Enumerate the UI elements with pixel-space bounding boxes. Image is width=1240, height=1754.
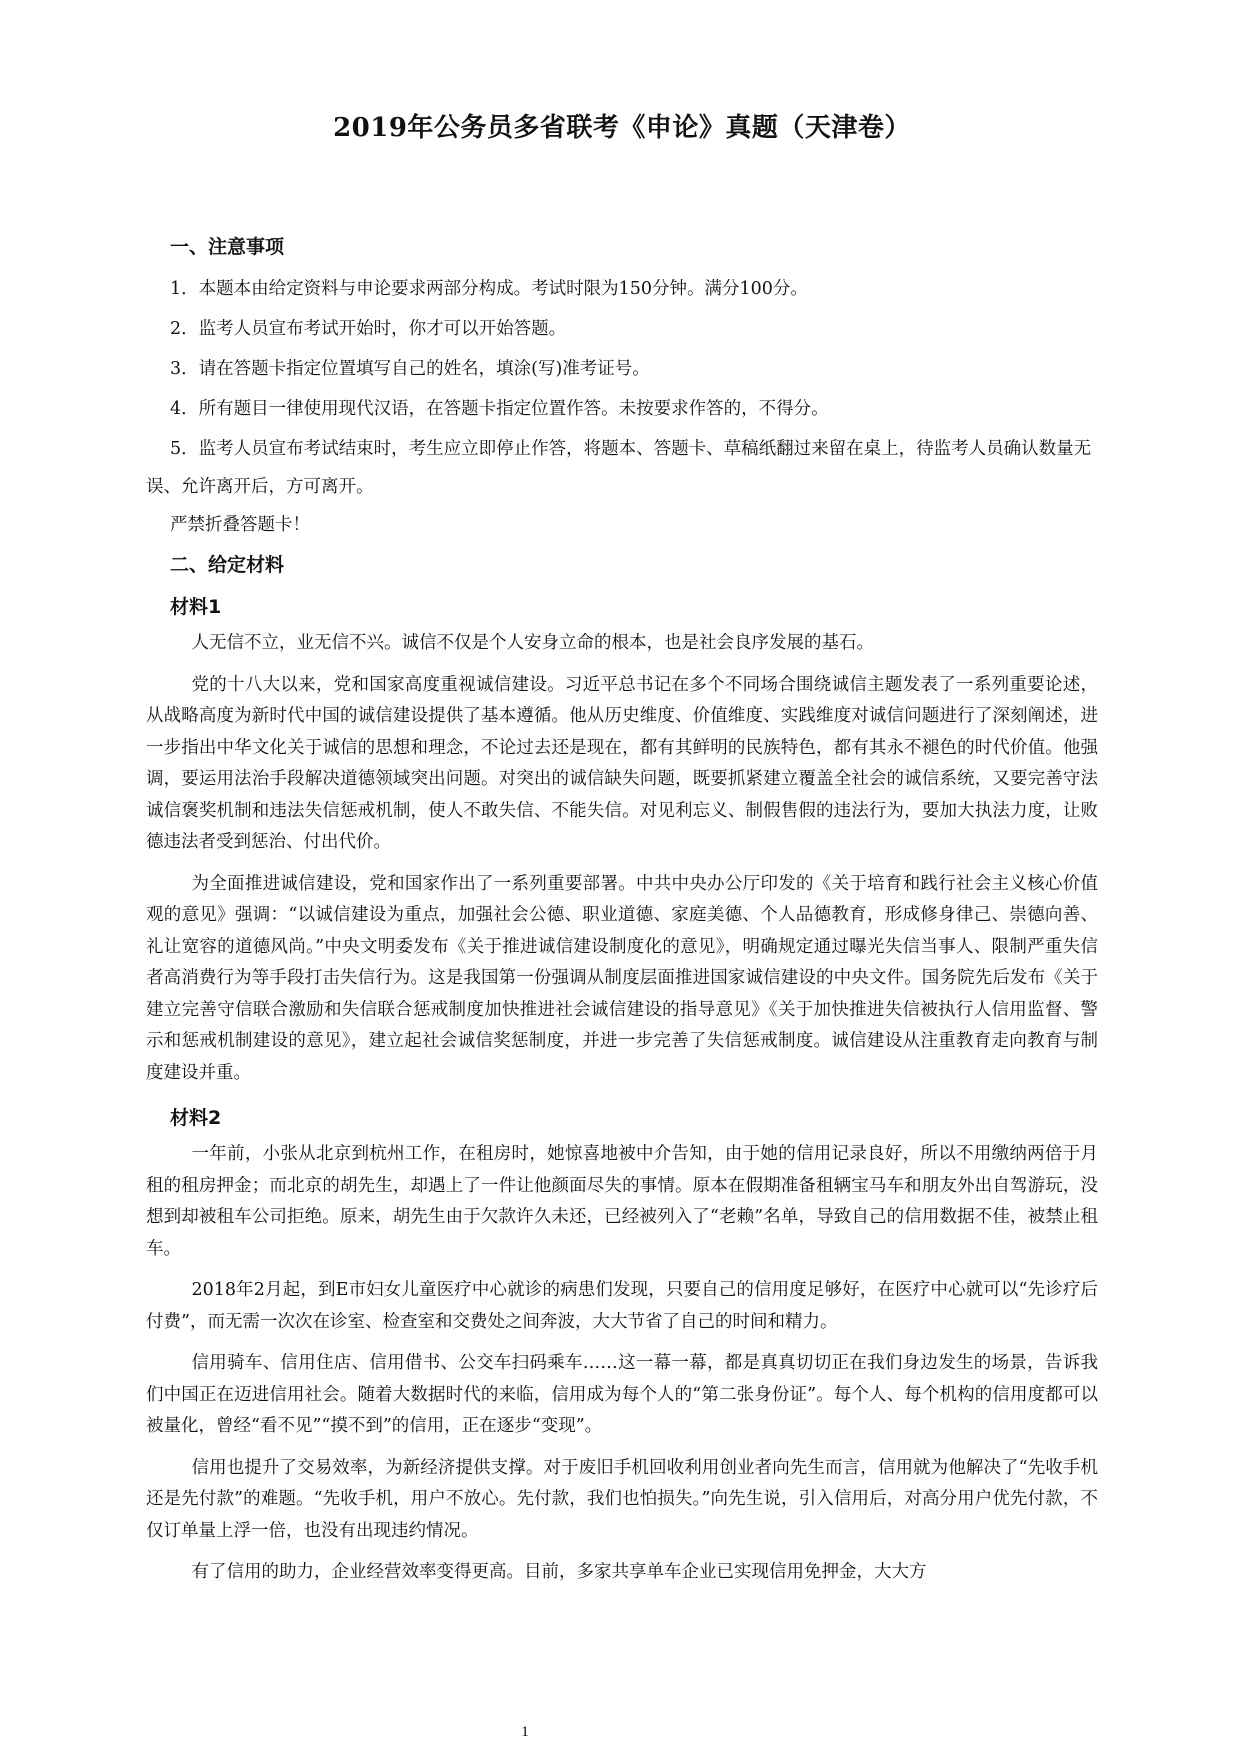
material-2	[146, 1099, 1098, 1589]
material-1-paragraph-2: 党的十八大以来，党和国家高度重视诚信建设。习近平总书记在多个不同场合围绕诚信主题发表了一系列重要论述，从战略高度为新时代中国的诚信建设提供了基本遵循。他从历史维度、价值维度、实践维度对诚信问题进行了深刻阐述，进一步指出中华文化关于诚信的思想和理念，不论过去还是现在，都有其鲜明的民族特色，都有其永不褪色的时代价值。他强调，要运用法治手段解决道德领域突出问题。对突出的诚信缺失问题，既要抓紧建立覆盖全社会的诚信系统，又要完善守法诚信褒奖机制和违法失信惩戒机制，使人不敢失信、不能失信。对见利忘义、制假售假的违法行为，要加大执法力度，让败德违法者受到惩治、付出代价。	[146, 674, 1098, 852]
notice-item-5: 5．监考人员宣布考试结束时，考生应立即停止作答，将题本、答题卡、草稿纸翻过来留在桌上，待监考人员确认数量无误、允许离开后，方可离开。	[146, 439, 1092, 497]
materials-heading: 二、给定材料	[170, 554, 285, 576]
material-1-title: 材料1	[170, 596, 222, 618]
material-1-paragraph-1: 人无信不立，业无信不兴。诚信不仅是个人安身立命的根本，也是社会良序发展的基石。	[191, 633, 874, 653]
notice-item-1: 1．本题本由给定资料与申论要求两部分构成。考试时限为150分钟。满分100分。	[170, 279, 808, 299]
notice-section	[146, 228, 1098, 544]
document-title: 2019年公务员多省联考《申论》真题（天津卷）	[333, 113, 911, 143]
materials-section	[146, 546, 1098, 1589]
material-2-title: 材料2	[170, 1107, 222, 1129]
title-spacer	[146, 156, 1098, 228]
material-2-paragraph-3: 信用骑车、信用住店、信用借书、公交车扫码乘车……这一幕一幕，都是真真切切正在我们身边发生的场景，告诉我们中国正在迈进信用社会。随着大数据时代的来临，信用成为每个人的“第二张身份证”。每个人、每个机构的信用度都可以被量化，曾经“看不见”“摸不到”的信用，正在逐步“变现”。	[146, 1353, 1098, 1436]
material-1-paragraph-3: 为全面推进诚信建设，党和国家作出了一系列重要部署。中共中央办公厅印发的《关于培育和践行社会主义核心价值观的意见》强调：“以诚信建设为重点，加强社会公德、职业道德、家庭美德、个人品德教育，形成修身律己、崇德向善、礼让宽容的道德风尚。”中央文明委发布《关于推进诚信建设制度化的意见》，明确规定通过曝光失信当事人、限制严重失信者高消费行为等手段打击失信行为。这是我国第一份强调从制度层面推进国家诚信建设的中央文件。国务院先后发布《关于建立完善守信联合激励和失信联合惩戒制度加快推进社会诚信建设的指导意见》《关于加快推进失信被执行人信用监督、警示和惩戒机制建设的意见》，建立起社会诚信奖惩制度，并进一步完善了失信惩戒制度。诚信建设从注重教育走向教育与制度建设并重。	[146, 873, 1098, 1083]
material-2-paragraph-1: 一年前，小张从北京到杭州工作，在租房时，她惊喜地被中介告知，由于她的信用记录良好，所以不用缴纳两倍于月租的租房押金；而北京的胡先生，却遇上了一件让他颜面尽失的事情。原本在假期准备租辆宝马车和朋友外出自驾游玩，没想到却被租车公司拒绝。原来，胡先生由于欠款许久未还，已经被列入了“老赖”名单，导致自己的信用数据不佳，被禁止租车。	[146, 1144, 1098, 1259]
material-1	[146, 588, 1098, 1089]
notice-item-4: 4．所有题目一律使用现代汉语，在答题卡指定位置作答。未按要求作答的，不得分。	[170, 399, 829, 419]
notice-item-3: 3．请在答题卡指定位置填写自己的姓名，填涂(写)准考证号。	[170, 359, 650, 379]
material-2-paragraph-5: 有了信用的助力，企业经营效率变得更高。目前，多家共享单车企业已实现信用免押金，大大方	[191, 1562, 927, 1582]
material-2-paragraph-2: 2018年2月起，到E市妇女儿童医疗中心就诊的病患们发现，只要自己的信用度足够好，在医疗中心就可以“先诊疗后付费”，而无需一次次在诊室、检查室和交费处之间奔波，大大节省了自己的时间和精力。	[146, 1280, 1098, 1332]
notice-heading: 一、注意事项	[170, 236, 285, 258]
notice-warning: 严禁折叠答题卡！	[170, 515, 310, 535]
material-2-paragraph-4: 信用也提升了交易效率，为新经济提供支撑。对于废旧手机回收利用创业者向先生而言，信用就为他解决了“先收手机还是先付款”的难题。“先收手机，用户不放心。先付款，我们也怕损失。”向先生说，引入信用后，对高分用户优先付款，不仅订单量上浮一倍，也没有出现违约情况。	[146, 1457, 1098, 1541]
notice-item-2: 2．监考人员宣布考试开始时，你才可以开始答题。	[170, 319, 567, 339]
page-number: 1	[521, 1724, 529, 1740]
